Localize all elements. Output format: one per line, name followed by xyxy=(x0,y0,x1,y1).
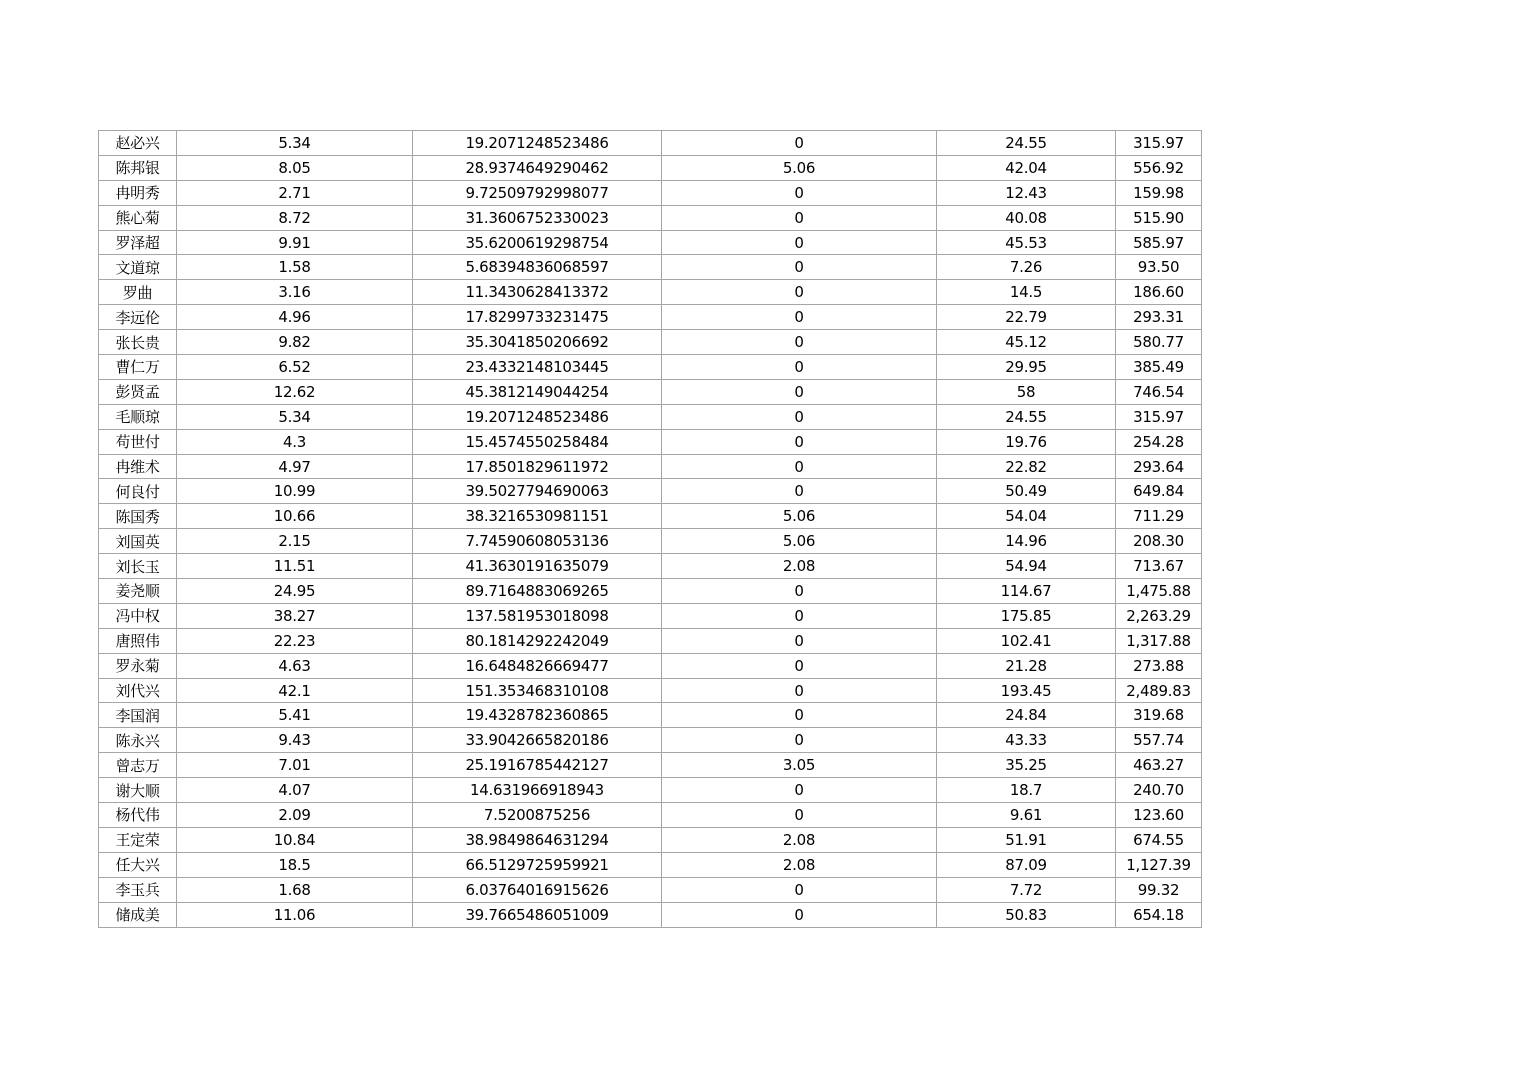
value-b-cell: 151.353468310108 xyxy=(413,678,662,703)
value-a-cell: 22.23 xyxy=(177,628,413,653)
value-c-cell: 0 xyxy=(662,205,937,230)
name-cell: 毛顺琼 xyxy=(99,404,177,429)
value-b-cell: 17.8299733231475 xyxy=(413,305,662,330)
table-row xyxy=(99,728,1202,753)
value-c-cell: 0 xyxy=(662,305,937,330)
name-cell: 姜尧顺 xyxy=(99,579,177,604)
name-cell: 文道琼 xyxy=(99,255,177,280)
value-a-cell: 10.84 xyxy=(177,827,413,852)
name-cell: 刘国英 xyxy=(99,529,177,554)
amount-cell: 293.31 xyxy=(1116,305,1202,330)
value-c-cell: 0 xyxy=(662,404,937,429)
amount-cell: 1,317.88 xyxy=(1116,628,1202,653)
value-d-cell: 114.67 xyxy=(937,579,1116,604)
table-row xyxy=(99,355,1202,380)
value-a-cell: 8.72 xyxy=(177,205,413,230)
value-a-cell: 5.41 xyxy=(177,703,413,728)
value-d-cell: 45.53 xyxy=(937,230,1116,255)
value-a-cell: 11.51 xyxy=(177,554,413,579)
value-c-cell: 0 xyxy=(662,703,937,728)
amount-cell: 315.97 xyxy=(1116,131,1202,156)
amount-cell: 2,263.29 xyxy=(1116,603,1202,628)
table-row xyxy=(99,155,1202,180)
amount-cell: 556.92 xyxy=(1116,155,1202,180)
value-d-cell: 45.12 xyxy=(937,330,1116,355)
table-row xyxy=(99,703,1202,728)
amount-cell: 674.55 xyxy=(1116,827,1202,852)
value-a-cell: 4.97 xyxy=(177,454,413,479)
table-row xyxy=(99,678,1202,703)
table-row xyxy=(99,852,1202,877)
amount-cell: 319.68 xyxy=(1116,703,1202,728)
value-c-cell: 0 xyxy=(662,678,937,703)
value-b-cell: 23.4332148103445 xyxy=(413,355,662,380)
amount-cell: 1,475.88 xyxy=(1116,579,1202,604)
value-d-cell: 9.61 xyxy=(937,803,1116,828)
value-d-cell: 54.94 xyxy=(937,554,1116,579)
value-a-cell: 9.82 xyxy=(177,330,413,355)
name-cell: 冉维术 xyxy=(99,454,177,479)
table-row xyxy=(99,579,1202,604)
value-b-cell: 9.72509792998077 xyxy=(413,180,662,205)
value-c-cell: 0 xyxy=(662,728,937,753)
value-b-cell: 25.1916785442127 xyxy=(413,753,662,778)
value-d-cell: 175.85 xyxy=(937,603,1116,628)
name-cell: 刘长玉 xyxy=(99,554,177,579)
value-d-cell: 21.28 xyxy=(937,653,1116,678)
value-d-cell: 43.33 xyxy=(937,728,1116,753)
value-b-cell: 35.3041850206692 xyxy=(413,330,662,355)
name-cell: 李国润 xyxy=(99,703,177,728)
value-b-cell: 19.2071248523486 xyxy=(413,131,662,156)
name-cell: 曹仁万 xyxy=(99,355,177,380)
value-d-cell: 35.25 xyxy=(937,753,1116,778)
value-b-cell: 11.3430628413372 xyxy=(413,280,662,305)
name-cell: 刘代兴 xyxy=(99,678,177,703)
value-a-cell: 10.99 xyxy=(177,479,413,504)
amount-cell: 1,127.39 xyxy=(1116,852,1202,877)
value-b-cell: 41.3630191635079 xyxy=(413,554,662,579)
value-c-cell: 0 xyxy=(662,778,937,803)
value-b-cell: 7.5200875256 xyxy=(413,803,662,828)
value-c-cell: 0 xyxy=(662,131,937,156)
name-cell: 谢大顺 xyxy=(99,778,177,803)
table-row xyxy=(99,803,1202,828)
table-row xyxy=(99,479,1202,504)
table-row xyxy=(99,379,1202,404)
value-d-cell: 29.95 xyxy=(937,355,1116,380)
amount-cell: 186.60 xyxy=(1116,280,1202,305)
amount-cell: 254.28 xyxy=(1116,429,1202,454)
value-d-cell: 58 xyxy=(937,379,1116,404)
value-d-cell: 24.55 xyxy=(937,404,1116,429)
value-c-cell: 0 xyxy=(662,355,937,380)
table-row xyxy=(99,404,1202,429)
amount-cell: 463.27 xyxy=(1116,753,1202,778)
value-c-cell: 0 xyxy=(662,180,937,205)
value-c-cell: 0 xyxy=(662,330,937,355)
value-a-cell: 9.43 xyxy=(177,728,413,753)
amount-cell: 273.88 xyxy=(1116,653,1202,678)
value-b-cell: 80.1814292242049 xyxy=(413,628,662,653)
table-row xyxy=(99,603,1202,628)
name-cell: 陈邦银 xyxy=(99,155,177,180)
value-a-cell: 2.15 xyxy=(177,529,413,554)
value-b-cell: 19.2071248523486 xyxy=(413,404,662,429)
table-row xyxy=(99,778,1202,803)
amount-cell: 557.74 xyxy=(1116,728,1202,753)
amount-cell: 99.32 xyxy=(1116,877,1202,902)
name-cell: 杨代伟 xyxy=(99,803,177,828)
value-b-cell: 7.74590608053136 xyxy=(413,529,662,554)
amount-cell: 240.70 xyxy=(1116,778,1202,803)
name-cell: 唐照伟 xyxy=(99,628,177,653)
value-a-cell: 18.5 xyxy=(177,852,413,877)
table-row xyxy=(99,653,1202,678)
value-a-cell: 38.27 xyxy=(177,603,413,628)
value-d-cell: 87.09 xyxy=(937,852,1116,877)
value-a-cell: 1.58 xyxy=(177,255,413,280)
value-b-cell: 17.8501829611972 xyxy=(413,454,662,479)
value-d-cell: 22.79 xyxy=(937,305,1116,330)
value-d-cell: 54.04 xyxy=(937,504,1116,529)
table-row xyxy=(99,131,1202,156)
value-d-cell: 102.41 xyxy=(937,628,1116,653)
amount-cell: 2,489.83 xyxy=(1116,678,1202,703)
value-d-cell: 14.5 xyxy=(937,280,1116,305)
amount-cell: 208.30 xyxy=(1116,529,1202,554)
value-a-cell: 42.1 xyxy=(177,678,413,703)
table-row xyxy=(99,554,1202,579)
table-body xyxy=(99,131,1202,928)
name-cell: 李远伦 xyxy=(99,305,177,330)
name-cell: 曾志万 xyxy=(99,753,177,778)
value-b-cell: 66.5129725959921 xyxy=(413,852,662,877)
value-c-cell: 0 xyxy=(662,803,937,828)
value-b-cell: 38.9849864631294 xyxy=(413,827,662,852)
amount-cell: 713.67 xyxy=(1116,554,1202,579)
name-cell: 罗泽超 xyxy=(99,230,177,255)
value-c-cell: 2.08 xyxy=(662,554,937,579)
amount-cell: 123.60 xyxy=(1116,803,1202,828)
value-d-cell: 19.76 xyxy=(937,429,1116,454)
value-d-cell: 7.26 xyxy=(937,255,1116,280)
value-b-cell: 15.4574550258484 xyxy=(413,429,662,454)
value-a-cell: 4.3 xyxy=(177,429,413,454)
value-c-cell: 0 xyxy=(662,479,937,504)
table-row xyxy=(99,305,1202,330)
value-b-cell: 33.9042665820186 xyxy=(413,728,662,753)
name-cell: 任大兴 xyxy=(99,852,177,877)
amount-cell: 746.54 xyxy=(1116,379,1202,404)
value-a-cell: 7.01 xyxy=(177,753,413,778)
value-b-cell: 39.7665486051009 xyxy=(413,902,662,927)
value-b-cell: 14.631966918943 xyxy=(413,778,662,803)
value-d-cell: 24.55 xyxy=(937,131,1116,156)
value-a-cell: 4.96 xyxy=(177,305,413,330)
value-a-cell: 3.16 xyxy=(177,280,413,305)
amount-cell: 515.90 xyxy=(1116,205,1202,230)
table-row xyxy=(99,902,1202,927)
value-c-cell: 0 xyxy=(662,603,937,628)
value-c-cell: 0 xyxy=(662,280,937,305)
value-c-cell: 0 xyxy=(662,628,937,653)
value-d-cell: 12.43 xyxy=(937,180,1116,205)
table-row xyxy=(99,753,1202,778)
spreadsheet-page xyxy=(98,130,1202,928)
amount-cell: 711.29 xyxy=(1116,504,1202,529)
value-a-cell: 2.71 xyxy=(177,180,413,205)
amount-cell: 580.77 xyxy=(1116,330,1202,355)
value-d-cell: 18.7 xyxy=(937,778,1116,803)
value-a-cell: 4.63 xyxy=(177,653,413,678)
table-row xyxy=(99,827,1202,852)
name-cell: 冯中权 xyxy=(99,603,177,628)
amount-cell: 585.97 xyxy=(1116,230,1202,255)
value-d-cell: 51.91 xyxy=(937,827,1116,852)
value-b-cell: 38.3216530981151 xyxy=(413,504,662,529)
amount-cell: 315.97 xyxy=(1116,404,1202,429)
value-c-cell: 0 xyxy=(662,230,937,255)
amount-cell: 93.50 xyxy=(1116,255,1202,280)
table-row xyxy=(99,180,1202,205)
value-b-cell: 39.5027794690063 xyxy=(413,479,662,504)
value-a-cell: 5.34 xyxy=(177,404,413,429)
name-cell: 储成美 xyxy=(99,902,177,927)
name-cell: 张长贵 xyxy=(99,330,177,355)
value-c-cell: 0 xyxy=(662,877,937,902)
table-row xyxy=(99,205,1202,230)
value-b-cell: 6.03764016915626 xyxy=(413,877,662,902)
value-a-cell: 1.68 xyxy=(177,877,413,902)
value-b-cell: 28.9374649290462 xyxy=(413,155,662,180)
value-a-cell: 10.66 xyxy=(177,504,413,529)
value-b-cell: 35.6200619298754 xyxy=(413,230,662,255)
value-b-cell: 16.6484826669477 xyxy=(413,653,662,678)
name-cell: 王定荣 xyxy=(99,827,177,852)
name-cell: 罗曲 xyxy=(99,280,177,305)
value-a-cell: 12.62 xyxy=(177,379,413,404)
value-b-cell: 19.4328782360865 xyxy=(413,703,662,728)
table-row xyxy=(99,454,1202,479)
amount-cell: 649.84 xyxy=(1116,479,1202,504)
value-d-cell: 40.08 xyxy=(937,205,1116,230)
amount-cell: 654.18 xyxy=(1116,902,1202,927)
table-row xyxy=(99,877,1202,902)
data-table xyxy=(98,130,1202,928)
value-b-cell: 45.3812149044254 xyxy=(413,379,662,404)
value-d-cell: 50.83 xyxy=(937,902,1116,927)
table-row xyxy=(99,529,1202,554)
value-a-cell: 9.91 xyxy=(177,230,413,255)
value-c-cell: 5.06 xyxy=(662,504,937,529)
value-b-cell: 137.581953018098 xyxy=(413,603,662,628)
value-d-cell: 42.04 xyxy=(937,155,1116,180)
value-c-cell: 3.05 xyxy=(662,753,937,778)
value-a-cell: 5.34 xyxy=(177,131,413,156)
value-a-cell: 6.52 xyxy=(177,355,413,380)
value-d-cell: 24.84 xyxy=(937,703,1116,728)
name-cell: 彭贤孟 xyxy=(99,379,177,404)
value-d-cell: 22.82 xyxy=(937,454,1116,479)
name-cell: 赵必兴 xyxy=(99,131,177,156)
table-row xyxy=(99,429,1202,454)
value-c-cell: 0 xyxy=(662,579,937,604)
value-c-cell: 0 xyxy=(662,902,937,927)
table-row xyxy=(99,504,1202,529)
value-d-cell: 193.45 xyxy=(937,678,1116,703)
value-d-cell: 50.49 xyxy=(937,479,1116,504)
value-c-cell: 2.08 xyxy=(662,852,937,877)
amount-cell: 159.98 xyxy=(1116,180,1202,205)
value-c-cell: 0 xyxy=(662,255,937,280)
value-c-cell: 0 xyxy=(662,379,937,404)
value-a-cell: 11.06 xyxy=(177,902,413,927)
table-row xyxy=(99,628,1202,653)
name-cell: 李玉兵 xyxy=(99,877,177,902)
name-cell: 何良付 xyxy=(99,479,177,504)
value-a-cell: 8.05 xyxy=(177,155,413,180)
table-row xyxy=(99,230,1202,255)
value-a-cell: 2.09 xyxy=(177,803,413,828)
value-d-cell: 7.72 xyxy=(937,877,1116,902)
value-c-cell: 5.06 xyxy=(662,529,937,554)
name-cell: 冉明秀 xyxy=(99,180,177,205)
name-cell: 罗永菊 xyxy=(99,653,177,678)
value-d-cell: 14.96 xyxy=(937,529,1116,554)
name-cell: 熊心菊 xyxy=(99,205,177,230)
table-row xyxy=(99,255,1202,280)
value-b-cell: 31.3606752330023 xyxy=(413,205,662,230)
value-b-cell: 5.68394836068597 xyxy=(413,255,662,280)
amount-cell: 293.64 xyxy=(1116,454,1202,479)
name-cell: 苟世付 xyxy=(99,429,177,454)
value-a-cell: 24.95 xyxy=(177,579,413,604)
value-c-cell: 2.08 xyxy=(662,827,937,852)
value-c-cell: 0 xyxy=(662,454,937,479)
value-b-cell: 89.7164883069265 xyxy=(413,579,662,604)
value-c-cell: 0 xyxy=(662,429,937,454)
amount-cell: 385.49 xyxy=(1116,355,1202,380)
value-c-cell: 5.06 xyxy=(662,155,937,180)
table-row xyxy=(99,330,1202,355)
name-cell: 陈永兴 xyxy=(99,728,177,753)
table-row xyxy=(99,280,1202,305)
value-a-cell: 4.07 xyxy=(177,778,413,803)
value-c-cell: 0 xyxy=(662,653,937,678)
name-cell: 陈国秀 xyxy=(99,504,177,529)
